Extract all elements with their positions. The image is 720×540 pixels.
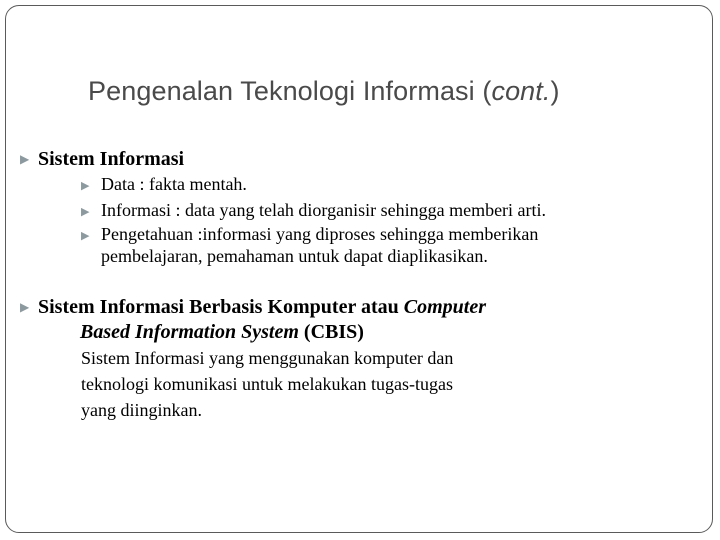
list-item-text: Informasi : data yang telah diorganisir sehingga memberi arti. bbox=[101, 200, 547, 220]
title-italic: cont. bbox=[491, 76, 551, 106]
section2-paragraph-line: Sistem Informasi yang menggunakan komputer dan bbox=[81, 348, 454, 368]
section2-heading-italic: Based Information System bbox=[80, 321, 299, 343]
section1-heading-text: Sistem Informasi bbox=[38, 148, 185, 170]
list-item bbox=[81, 173, 247, 197]
bullet-icon: ▶ bbox=[81, 229, 90, 242]
section2-heading-continuation bbox=[80, 321, 364, 344]
bullet-icon: ▶ bbox=[20, 152, 30, 166]
section2-heading-text: Sistem Informasi Berbasis Komputer atau bbox=[38, 296, 404, 318]
bullet-icon: ▶ bbox=[81, 205, 90, 218]
section2-paragraph-line: yang diinginkan. bbox=[81, 400, 202, 420]
section2-heading-italic: Computer bbox=[403, 296, 486, 318]
list-item-text: Pengetahuan :informasi yang diproses sehingga memberikan bbox=[101, 224, 539, 244]
bullet-icon: ▶ bbox=[20, 300, 30, 314]
bullet-icon: ▶ bbox=[81, 179, 90, 192]
section2-heading bbox=[20, 296, 486, 319]
list-item bbox=[81, 223, 538, 247]
section1-heading bbox=[20, 148, 184, 171]
title-main: Pengenalan Teknologi Informasi ( bbox=[88, 76, 492, 106]
title-close: ) bbox=[550, 76, 560, 106]
section2-paragraph-line: teknologi komunikasi untuk melakukan tugas-tugas bbox=[81, 374, 453, 394]
slide-title bbox=[88, 76, 560, 107]
list-item bbox=[81, 199, 546, 223]
list-item-text: Data : fakta mentah. bbox=[101, 174, 247, 194]
slide-frame bbox=[5, 5, 713, 533]
list-item-continuation: pembelajaran, pemahaman untuk dapat diaplikasikan. bbox=[101, 246, 488, 266]
section2-heading-text: (CBIS) bbox=[298, 321, 364, 343]
